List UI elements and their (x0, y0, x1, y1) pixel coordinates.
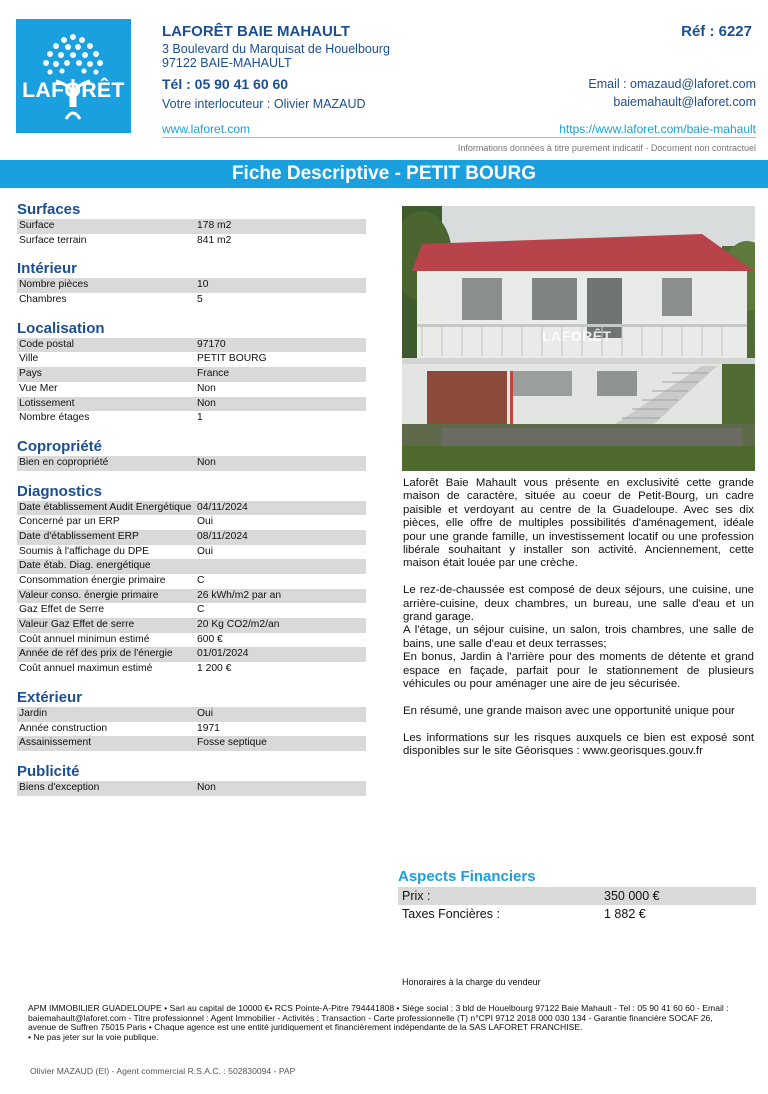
detail-row (17, 382, 366, 397)
detail-value: C (197, 604, 205, 616)
detail-value (197, 559, 366, 574)
agency-email-link[interactable]: baiemahault@laforet.com (613, 95, 756, 109)
description-paragraph: Le rez-de-chaussée est composé de deux séjours, une cuisine, une arrière-cuisine, deux chambres, un bureau, une salle d'eau et un grand garage. (403, 584, 754, 624)
section-title: Diagnostics (17, 482, 103, 500)
detail-label: Surface terrain (19, 234, 87, 246)
legal-footer (28, 1004, 743, 1042)
website-link[interactable]: www.laforet.com (162, 122, 251, 136)
address-line-1: 3 Boulevard du Marquisat de Houelbourg (162, 42, 390, 56)
section-rows (17, 781, 366, 796)
detail-label: Date établissement Audit Energétique (19, 501, 192, 513)
detail-value: Oui (197, 545, 214, 557)
property-description (403, 477, 754, 758)
detail-row (17, 618, 366, 633)
detail-row (17, 352, 366, 367)
detail-label: Date d'établissement ERP (19, 530, 139, 542)
agent-info: Olivier MAZAUD (EI) - Agent commercial R.S.A.C. : 502830094 - PAP (30, 1066, 296, 1076)
detail-value: 01/01/2024 (197, 648, 249, 660)
detail-row (17, 781, 366, 796)
detail-row (17, 397, 366, 412)
detail-label: Consommation énergie primaire (19, 575, 166, 586)
detail-label: Nombre pièces (19, 279, 89, 291)
detail-value: 10 (197, 279, 209, 291)
detail-row (17, 603, 366, 618)
section-title: Surfaces (17, 201, 81, 218)
section-title: Extérieur (17, 688, 83, 706)
detail-label: Biens d'exception (19, 781, 100, 793)
agency-website-link[interactable]: https://www.laforet.com/baie-mahault (559, 122, 756, 136)
description-paragraph: A l'étage, un séjour cuisine, un salon, trois chambres, une salle de bains, une salle d'eau et deux terrasses; (403, 624, 754, 650)
detail-row (17, 633, 366, 648)
price-row (398, 887, 756, 905)
section-title: Publicité (17, 762, 80, 780)
detail-value: 08/11/2024 (197, 530, 248, 542)
detail-value: Oui (197, 516, 214, 528)
detail-row (17, 293, 366, 308)
section-rows (17, 456, 366, 471)
detail-value: C (197, 575, 205, 586)
detail-value: 1 (197, 412, 203, 424)
detail-value: 26 kWh/m2 par an (197, 589, 282, 601)
detail-row (17, 515, 366, 530)
tax-value: 1 882 € (604, 907, 646, 921)
section-title: Copropriété (17, 437, 103, 455)
detail-label: Vue Mer (19, 382, 58, 394)
detail-row (17, 501, 366, 516)
detail-label: Chambres (19, 294, 67, 306)
detail-row (17, 219, 366, 234)
detail-value: 1 200 € (197, 663, 232, 675)
section-rows (17, 219, 366, 248)
tax-label: Taxes Foncières : (402, 907, 500, 921)
legal-text: APM IMMOBILIER GUADELOUPE • Sarl au capital de 10000 €• RCS Pointe-A-Pitre 794441808 • Siège social : 3 bld de Houelbourg 97122 Baie Mahault - Tel : 05 90 41 60 60 - Email : baiemahault@laforet.com - Titre professionnel : Agent Immobilier - Activités : Transaction - Carte professionnelle (T) n°CPI 9712 2018 000 030 134 - Garantie financière SOCAF 26, avenue de Suffren 75015 Paris • Chaque agence est une entité juridiquement et financièrement indépendante de la SAS LAFORET FRANCHISE. (28, 1003, 729, 1033)
address-line-2: 97122 BAIE-MAHAULT (162, 56, 292, 70)
detail-value: Non (197, 397, 216, 409)
detail-label: Pays (19, 368, 42, 380)
property-photo (402, 206, 755, 471)
detail-value: 600 € (197, 633, 223, 645)
contact-person: Votre interlocuteur : Olivier MAZAUD (162, 97, 366, 111)
detail-row (17, 722, 366, 737)
detail-label: Date étab. Diag. energétique (19, 560, 151, 572)
tree-icon (16, 19, 131, 133)
detail-label: Valeur conso. énergie primaire (19, 589, 159, 601)
detail-value: 841 m2 (197, 234, 232, 246)
detail-label: Assainissement (19, 737, 92, 749)
detail-label: Nombre étages (19, 412, 90, 424)
detail-label: Année de réf des prix de l'énergie (19, 648, 173, 660)
logo-text: LAFORÊT (22, 79, 125, 102)
detail-label: Surface (19, 220, 55, 231)
detail-row (17, 574, 366, 589)
description-paragraph: Laforêt Baie Mahault vous présente en exclusivité cette grande maison de caractère, située au coeur de Petit-Bourg, un cadre paisible et verdoyant au centre de la Guadeloupe. Avec ses dix pièces, elle offre de multiples possibilités d'aménagement, idéale pour une grande famille, un investissement locatif ou une profession libérale souhaitant y installer son activité. Anciennement, cette maison était louée par une crèche. (403, 477, 754, 570)
detail-value: 178 m2 (197, 220, 232, 231)
section-rows (17, 707, 366, 751)
detail-row (17, 338, 366, 353)
detail-label: Valeur Gaz Effet de serre (19, 619, 135, 631)
detail-row (17, 647, 366, 662)
section-rows (17, 501, 366, 677)
detail-label: Concerné par un ERP (19, 516, 120, 528)
tax-row (398, 905, 756, 923)
detail-row (17, 545, 366, 560)
section-title: Localisation (17, 319, 105, 337)
financial-title: Aspects Financiers (398, 868, 536, 885)
disclaimer-note: Informations données à titre purement indicatif - Document non contractuel (457, 143, 756, 153)
section-rows (17, 278, 366, 307)
detail-row (17, 411, 366, 426)
detail-value: 04/11/2024 (197, 501, 248, 513)
detail-label: Année construction (19, 722, 108, 734)
detail-value: Fosse septique (197, 737, 267, 749)
detail-value: France (197, 368, 230, 380)
detail-row (17, 589, 366, 604)
detail-label: Ville (19, 353, 39, 365)
detail-row (17, 707, 366, 722)
photo-watermark: LAFORÊT (542, 328, 612, 344)
financial-table (398, 887, 756, 923)
laforet-logo (16, 19, 131, 133)
detail-value: 20 Kg CO2/m2/an (197, 619, 280, 631)
detail-row (17, 530, 366, 545)
detail-row (17, 456, 366, 471)
detail-row (17, 736, 366, 751)
price-label: Prix : (402, 889, 431, 903)
detail-label: Soumis à l'affichage du DPE (19, 545, 149, 557)
header-divider (162, 137, 756, 138)
detail-value: Non (197, 781, 216, 793)
fees-note: Honoraires à la charge du vendeur (402, 977, 541, 987)
detail-value: 5 (197, 294, 203, 306)
detail-value: Oui (197, 707, 214, 719)
email-link[interactable]: Email : omazaud@laforet.com (588, 77, 756, 91)
detail-label: Coût annuel maximun estimé (19, 663, 153, 675)
description-paragraph: En bonus, Jardin à l'arrière pour des moments de détente et grand espace en façade, parfait pour le stationnement de plusieurs véhicules ou pour aménager une aire de jeu sécurisée. (403, 651, 754, 691)
detail-row (17, 234, 366, 249)
section-title: Intérieur (17, 260, 78, 278)
detail-row (17, 278, 366, 293)
agency-name: LAFORÊT BAIE MAHAULT (162, 23, 351, 40)
detail-value: 1971 (197, 722, 220, 734)
detail-label: Code postal (19, 338, 74, 350)
detail-row (17, 662, 366, 677)
agency-phone: Tél : 05 90 41 60 60 (162, 76, 289, 92)
detail-value: Non (197, 456, 216, 468)
detail-label: Bien en copropriété (19, 456, 109, 468)
detail-label: Lotissement (19, 397, 75, 409)
detail-label: Jardin (19, 707, 48, 719)
detail-value: PETIT BOURG (197, 353, 267, 365)
legal-note: • Ne pas jeter sur la voie publique. (28, 1031, 159, 1042)
detail-value: Non (197, 382, 216, 394)
description-paragraph: En résumé, une grande maison avec une opportunité unique pour (403, 704, 735, 717)
detail-row (17, 559, 366, 574)
property-details (17, 201, 366, 808)
page-title: Fiche Descriptive - PETIT BOURG (0, 160, 768, 188)
detail-value: 97170 (197, 338, 226, 350)
reference-number: Réf : 6227 (681, 23, 752, 40)
detail-label: Coût annuel minimun estimé (19, 633, 150, 645)
price-value: 350 000 € (604, 889, 660, 903)
risk-info: Les informations sur les risques auxquels ce bien est exposé sont disponibles sur le site Géorisques : www.georisques.gouv.fr (403, 731, 754, 758)
detail-label: Gaz Effet de Serre (19, 604, 105, 616)
section-rows (17, 338, 366, 426)
detail-row (17, 367, 366, 382)
